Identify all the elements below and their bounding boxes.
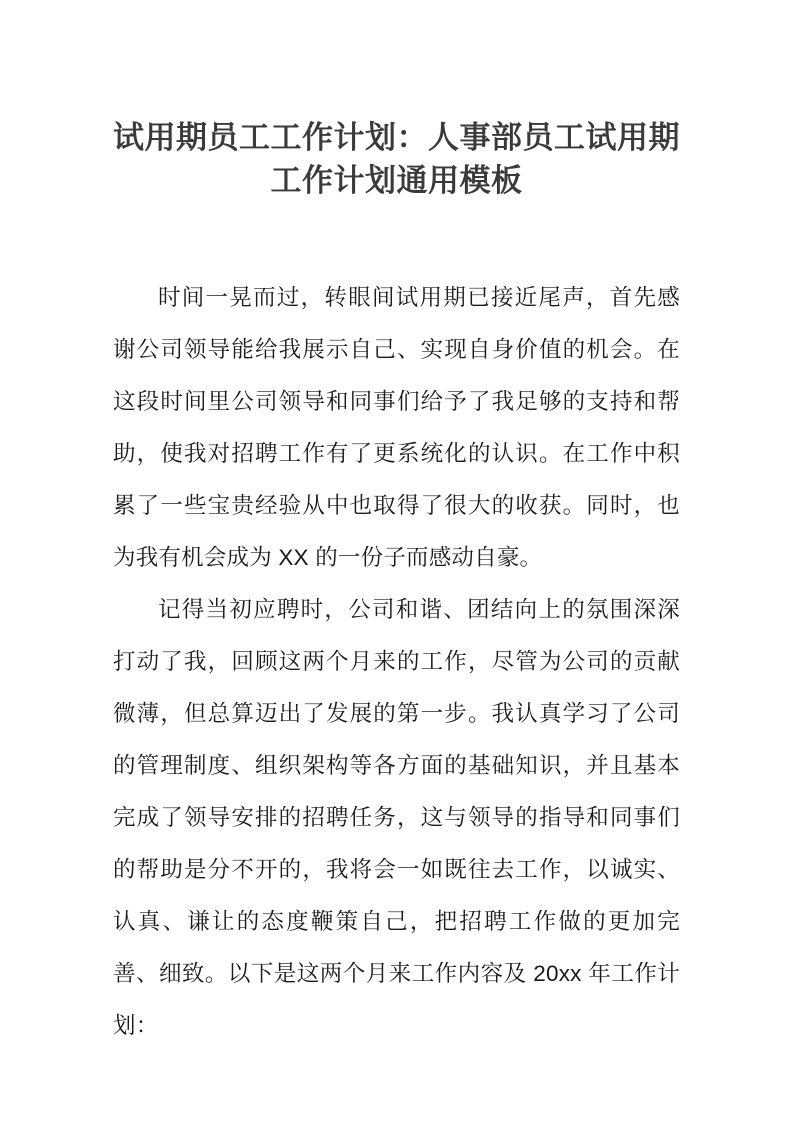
document-body [113, 272, 680, 1052]
page-title: 试用期员工工作计划：人事部员工试用期工作计划通用模板 [113, 120, 680, 198]
body-paragraph-2: 记得当初应聘时，公司和谐、团结向上的氛围深深打动了我，回顾这两个月来的工作，尽管为公司的贡献微薄，但总算迈出了发展的第一步。我认真学习了公司的管理制度、组织架构等各方面的基础知识，并且基本完成了领导安排的招聘任务，这与领导的指导和同事们的帮助是分不开的，我将会一如既往去工作，以诚实、认真、谦让的态度鞭策自己，把招聘工作做的更加完善、细致。以下是这两个月来工作内容及 20xx 年工作计划： [113, 597, 680, 1038]
body-paragraph-1: 时间一晃而过，转眼间试用期已接近尾声，首先感谢公司领导能给我展示自己、实现自身价值的机会。在这段时间里公司领导和同事们给予了我足够的支持和帮助，使我对招聘工作有了更系统化的认识。在工作中积累了一些宝贵经验从中也取得了很大的收获。同时，也为我有机会成为 XX 的一份子而感动自豪。 [113, 285, 680, 570]
